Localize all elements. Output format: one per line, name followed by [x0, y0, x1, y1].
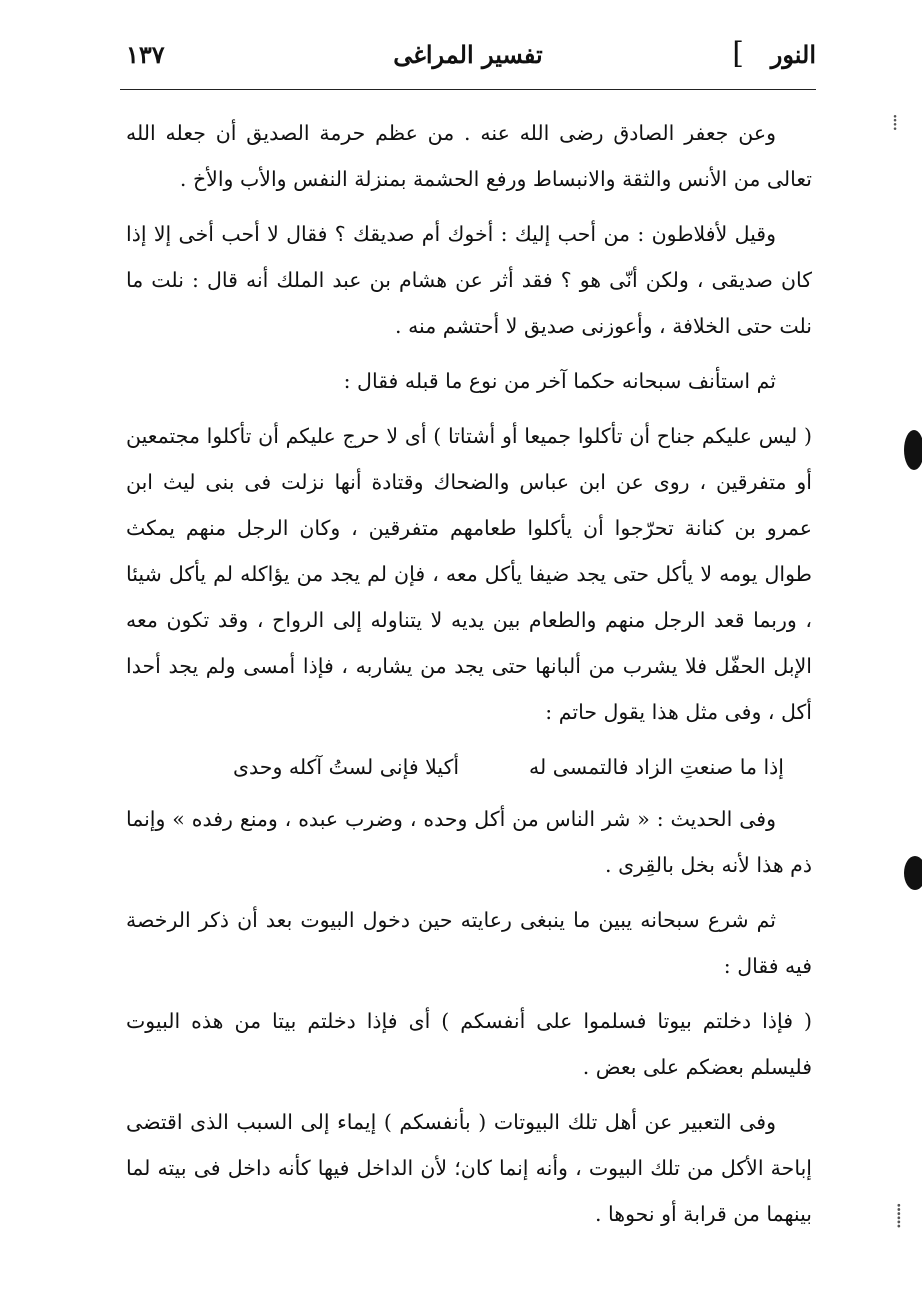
paragraph-hadith: وفى الحديث : « شر الناس من أكل وحده ، وضرب عبده ، ومنع رفده » وإنما ذم هذا لأنه بخل بالقِرى . — [126, 807, 812, 877]
paragraph-verse-eating: ( ليس عليكم جناح أن تأكلوا جميعا أو أشتاتا ) أى لا حرج عليكم أن تأكلوا مجتمعين أو متفرقين ، روى عن ابن عباس والضحاك وقتادة أنها نزلت فى بنى ليث ابن عمرو بن كنانة تحرّجوا أن يأكلوا طعامهم متفرقين ، وكان الرجل منهم يمكث طوال يومه لا يأكل حتى يجد ضيفا يأكل معه ، فإن لم يجد من يؤاكله لم يأكل شيئا ، وربما قعد الرجل منهم والطعام بين يديه لا يتناوله إلى الرواح ، وقد تكون معه الإبل الحفّل فلا يشرب من ألبانها حتى يجد من يشاربه ، فإذا أمسى ولم يجد أحدا أكل ، وفى مثل هذا يقول حاتم : — [126, 424, 812, 724]
page-number: ١٣٧ — [126, 40, 165, 69]
paragraph-plato: وقيل لأفلاطون : من أحب إليك : أخوك أم صديقك ؟ فقال لا أحب أخى إلا إذا كان صديقى ، ولكن أنّى هو ؟ فقد أثر عن هشام بن عبد الملك أنه قال : نلت ما نلت حتى الخلافة ، وأعوزنى صديق لا أحتشم منه . — [126, 222, 812, 338]
header-bracket: ] — [732, 36, 744, 71]
poem-hemistich-second: أكيلا فإنى لستُ آكله وحدى — [232, 755, 460, 779]
margin-tick-mark: ⸽ — [896, 1204, 902, 1229]
paragraph-explanation: وفى التعبير عن أهل تلك البيوتات ( بأنفسكم ) إيماء إلى السبب الذى اقتضى إباحة الأكل من تلك البيوت ، وأنه إنما كان؛ لأن الداخل فيها كأنه داخل فى بيته لما بينهما من قرابة أو نحوها . — [126, 1110, 812, 1226]
poem-hemistich-first: إذا ما صنعتِ الزاد فالتمسى له — [529, 755, 784, 779]
running-header — [120, 30, 816, 90]
paragraph-entering-houses: ثم شرع سبحانه يبين ما ينبغى رعايته حين دخول البيوت بعد أن ذكر الرخصة فيه فقال : — [126, 908, 812, 978]
sura-name: النور — [770, 40, 816, 69]
margin-tick-mark: ⁞ — [892, 111, 899, 136]
paragraph-transition: ثم استأنف سبحانه حكما آخر من نوع ما قبله فقال : — [343, 369, 776, 393]
poem-verse — [126, 744, 812, 790]
page-body — [126, 110, 812, 1246]
paragraph-jafar: وعن جعفر الصادق رضى الله عنه . من عظم حرمة الصديق أن جعله الله تعالى من الأنس والثقة والانبساط ورفع الحشمة بمنزلة النفس والأب والأخ . — [126, 121, 812, 191]
scan-artifact-mark — [904, 856, 922, 890]
paragraph-verse-greeting: ( فإذا دخلتم بيوتا فسلموا على أنفسكم ) أى فإذا دخلتم بيتا من هذه البيوت فليسلم بعضكم على بعض . — [126, 1009, 812, 1079]
header-rule — [120, 89, 816, 90]
book-title: تفسير المراغى — [393, 40, 543, 69]
scan-artifact-mark — [904, 430, 922, 470]
